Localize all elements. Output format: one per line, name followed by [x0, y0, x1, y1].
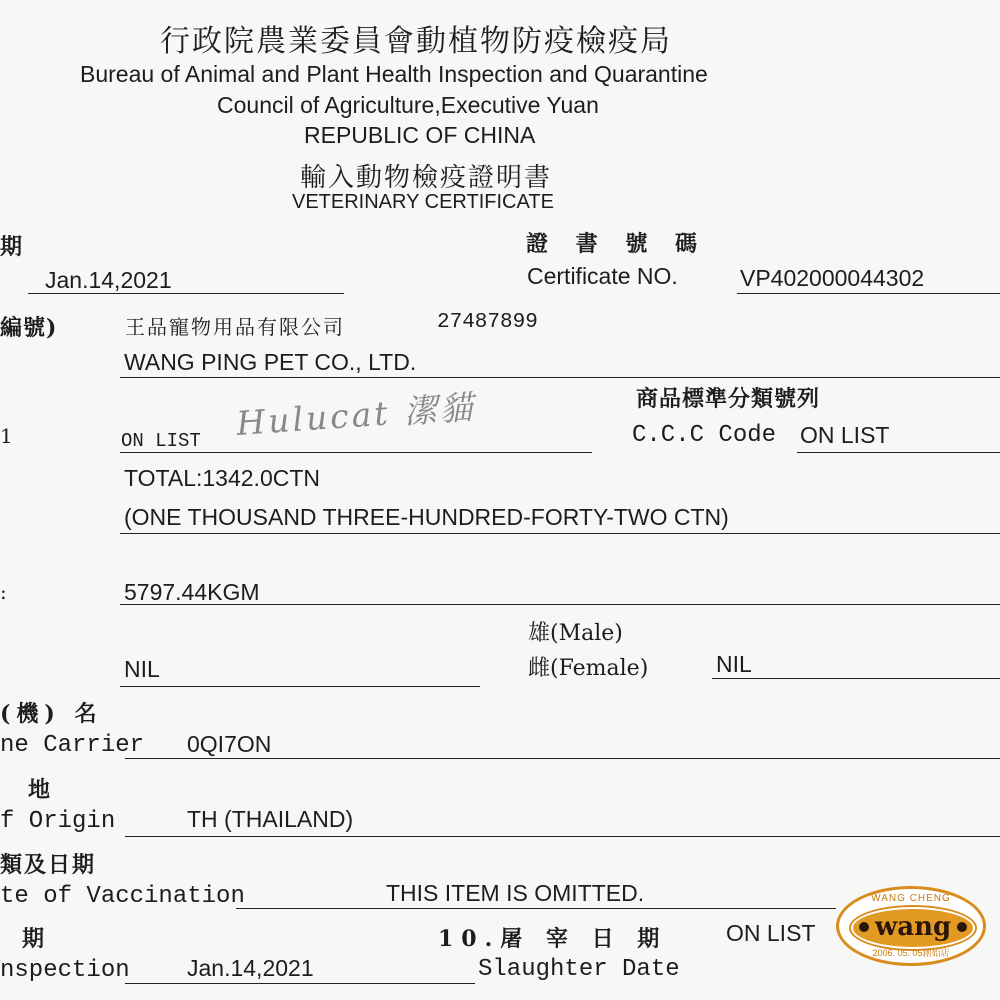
inspection-label-zh: 期: [22, 926, 48, 952]
male-label: 雄(Male): [528, 621, 623, 646]
agency-title-zh: 行政院農業委員會動植物防疫檢疫局: [160, 24, 672, 59]
slaughter-date-value: ON LIST: [726, 920, 816, 946]
stamp-main-text: wang: [874, 912, 952, 942]
carrier-label-en: ne Carrier: [0, 732, 145, 759]
inspection-label-en: nspection: [0, 957, 130, 984]
importer-underline: [120, 377, 1000, 378]
importer-label-zh: 編號): [0, 315, 58, 341]
certificate-number: VP402000044302: [740, 265, 925, 291]
council-title: Council of Agriculture,Executive Yuan: [217, 92, 599, 118]
document-title-zh: 輸入動物檢疫證明書: [300, 163, 553, 193]
commodity-value: ON LIST: [121, 430, 201, 452]
ccc-code-value: ON LIST: [800, 422, 890, 448]
handwritten-note: Hulucat 潔貓: [235, 387, 478, 444]
inspection-underline: [125, 983, 475, 984]
importer-name-en: WANG PING PET CO., LTD.: [124, 349, 417, 375]
weight-label-fragment: :: [0, 580, 7, 604]
vaccination-label-en: te of Vaccination: [0, 883, 245, 910]
origin-label-zh: 地: [28, 777, 54, 803]
carrier-label-zh: (機) 名: [0, 701, 103, 727]
sex-value: NIL: [716, 651, 752, 677]
ccc-label-zh: 商品標準分類號列: [636, 386, 821, 412]
origin-label-en: f Origin: [0, 808, 116, 835]
origin-value: TH (THAILAND): [187, 806, 354, 832]
certificate-underline: [737, 293, 1000, 294]
certificate-label-en: Certificate NO.: [527, 263, 678, 289]
commodity-underline: [120, 452, 592, 453]
date-label-zh: 期: [0, 234, 26, 260]
importer-id: 27487899: [437, 311, 538, 334]
quantity-underline: [120, 533, 1000, 534]
sex-underline: [712, 678, 1000, 679]
female-label: 雌(Female): [528, 656, 649, 681]
quantity-in-words: (ONE THOUSAND THREE-HUNDRED-FORTY-TWO CTN): [124, 504, 729, 530]
paw-right-icon: [957, 922, 967, 932]
carrier-value: 0QI7ON: [187, 731, 272, 757]
inspection-date-value: Jan.14,2021: [187, 955, 314, 981]
commodity-label-fragment: 1: [0, 424, 13, 448]
issue-date-underline: [28, 293, 344, 294]
weight-value: 5797.44KGM: [124, 579, 260, 605]
stamp-bottom-text: 2006. 05. 05創始店: [872, 948, 950, 958]
issue-date-value: Jan.14,2021: [45, 267, 172, 293]
importer-name-zh: 王品寵物用品有限公司: [125, 315, 345, 339]
vaccination-underline: [236, 908, 836, 909]
weight-underline: [120, 604, 1000, 605]
origin-underline: [125, 836, 1000, 837]
stamp-top-text: WANG CHENG: [871, 893, 951, 904]
certificate-label-zh: 證 書 號 碼: [526, 231, 707, 257]
count-underline: [120, 686, 480, 687]
wang-cheng-logo-stamp: [836, 886, 986, 966]
ccc-label-en: C.C.C Code: [632, 422, 777, 449]
count-value: NIL: [124, 656, 160, 682]
carrier-underline: [125, 758, 1000, 759]
stamp-core: [851, 907, 975, 949]
ccc-underline: [797, 452, 1000, 453]
slaughter-label-zh: 10.屠 宰 日 期: [438, 926, 668, 952]
document-title-en: VETERINARY CERTIFICATE: [292, 191, 554, 213]
quantity-total: TOTAL:1342.0CTN: [124, 465, 321, 491]
vaccination-label-zh: 類及日期: [0, 852, 97, 878]
agency-title-en: Bureau of Animal and Plant Health Inspection and Quarantine: [80, 61, 708, 87]
country-title: REPUBLIC OF CHINA: [304, 122, 536, 148]
slaughter-label-en: Slaughter Date: [478, 956, 680, 983]
vaccination-value: THIS ITEM IS OMITTED.: [386, 880, 645, 906]
